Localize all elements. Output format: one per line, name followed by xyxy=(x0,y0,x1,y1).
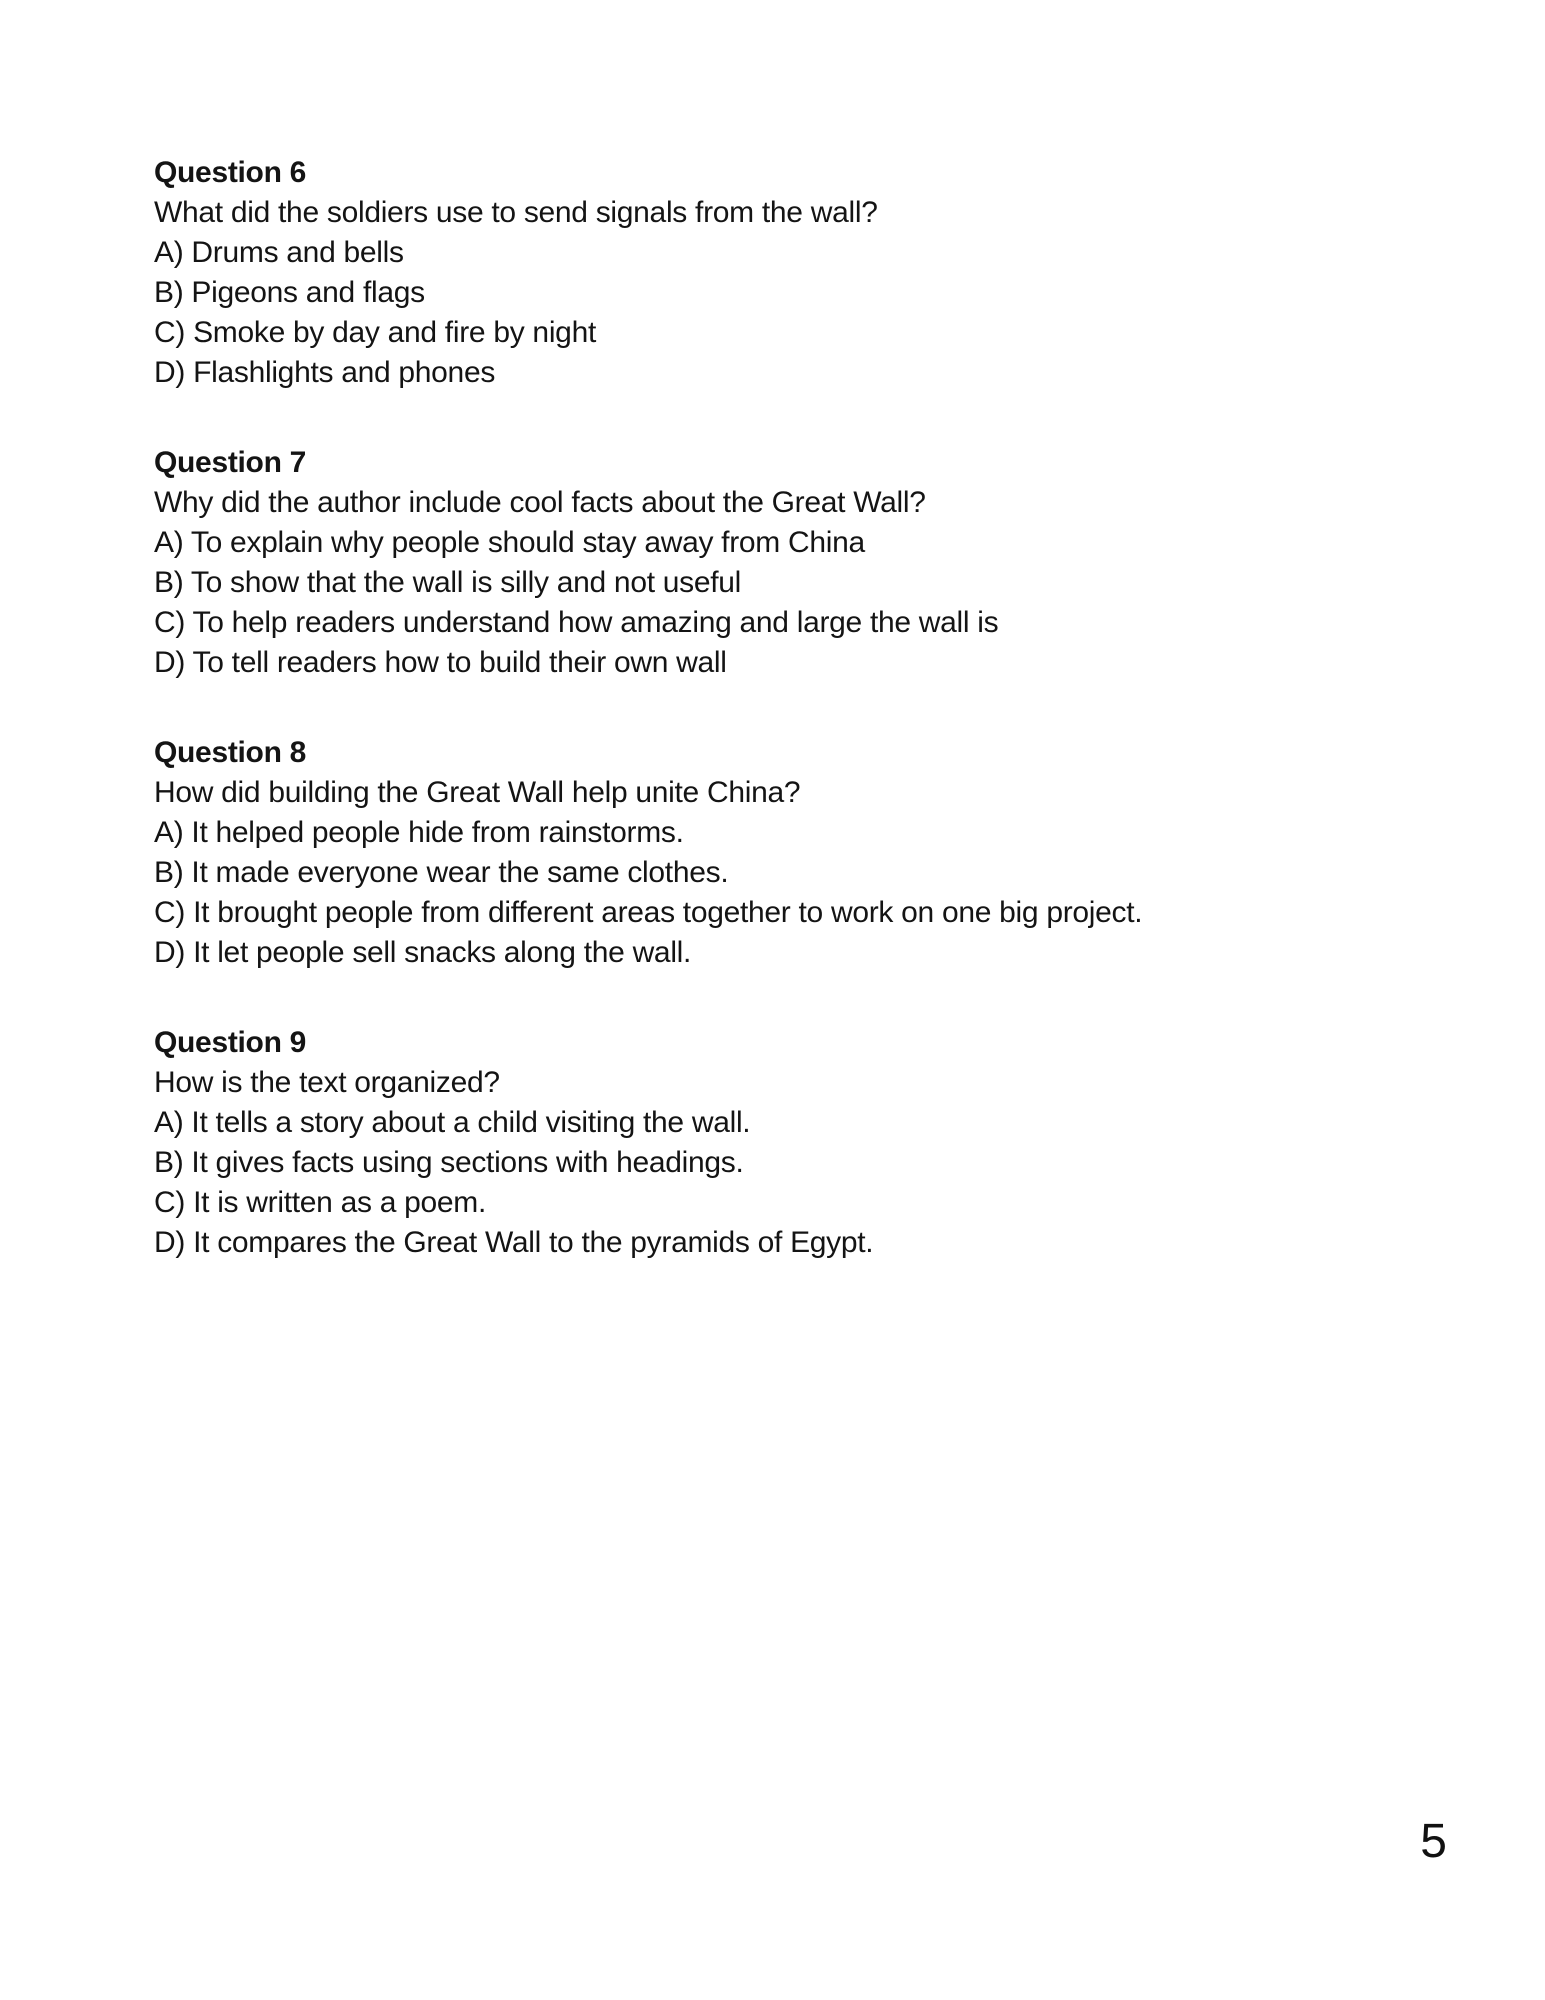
question-9-option-b: B) It gives facts using sections with headings. xyxy=(154,1146,744,1179)
question-7-option-b: B) To show that the wall is silly and not useful xyxy=(154,566,742,599)
question-6-heading: Question 6 xyxy=(154,156,307,189)
question-block-8 xyxy=(154,733,1425,973)
question-8-option-b: B) It made everyone wear the same clothes. xyxy=(154,856,729,889)
question-6-prompt: What did the soldiers use to send signals from the wall? xyxy=(154,196,878,229)
question-6-option-b: B) Pigeons and flags xyxy=(154,276,425,309)
questions-section xyxy=(154,153,1425,1313)
question-8-option-a: A) It helped people hide from rainstorms. xyxy=(154,816,684,849)
question-7-option-c: C) To help readers understand how amazing and large the wall is xyxy=(154,606,999,639)
question-9-heading: Question 9 xyxy=(154,1026,307,1059)
question-8-option-c: C) It brought people from different areas together to work on one big project. xyxy=(154,896,1143,929)
question-7-option-a: A) To explain why people should stay away from China xyxy=(154,526,865,559)
question-6-option-a: A) Drums and bells xyxy=(154,236,404,269)
question-8-option-d: D) It let people sell snacks along the wall. xyxy=(154,936,692,969)
question-7-heading: Question 7 xyxy=(154,446,307,479)
question-9-option-a: A) It tells a story about a child visiting the wall. xyxy=(154,1106,751,1139)
question-6-option-c: C) Smoke by day and fire by night xyxy=(154,316,596,349)
question-9-option-d: D) It compares the Great Wall to the pyramids of Egypt. xyxy=(154,1226,874,1259)
question-9-option-c: C) It is written as a poem. xyxy=(154,1186,487,1219)
question-6-option-d: D) Flashlights and phones xyxy=(154,356,496,389)
page-number: 5 xyxy=(1420,1815,1447,1868)
question-block-9 xyxy=(154,1023,1425,1263)
question-block-7 xyxy=(154,443,1425,683)
question-8-prompt: How did building the Great Wall help unite China? xyxy=(154,776,801,809)
question-7-prompt: Why did the author include cool facts about the Great Wall? xyxy=(154,486,926,519)
question-block-6 xyxy=(154,153,1425,393)
question-7-option-d: D) To tell readers how to build their own wall xyxy=(154,646,727,679)
question-8-heading: Question 8 xyxy=(154,736,307,769)
question-9-prompt: How is the text organized? xyxy=(154,1066,500,1099)
